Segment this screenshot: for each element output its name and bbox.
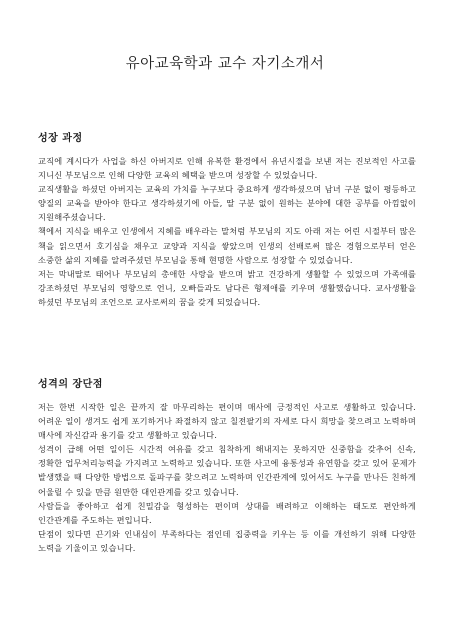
paragraph: 교직에 계시다가 사업을 하신 아버지로 인해 유복한 환경에서 유년시절을 보낸 저는 진보적인 사고를 지니신 부모님으로 인해 다양한 교육의 혜택을 받으며 성장할 수 있었습니다. (38, 156, 416, 181)
paragraph: 저는 막내딸로 태어나 부모님의 총애한 사랑을 받으며 밝고 건강하게 생활할 수 있었으며 가족애를 강조하셨던 부모님의 영향으로 언니, 오빠들과도 남다른 형제애를 키우며 생활했습니다. 교사생활을 하셨던 부모님의 조언으로 교사로써의 꿈을 갖게 되었습니다. (38, 268, 416, 307)
paragraph: 단점이 있다면 끈기와 인내심이 부족하다는 점인데 집중력을 키우는 등 이를 개선하기 위해 다양한 노력을 기울이고 있습니다. (38, 528, 416, 553)
paragraph: 교직생활을 하셨던 아버지는 교육의 가치를 누구보다 중요하게 생각하셨으며 남녀 구분 없이 평등하고 양질의 교육을 받아야 한다고 생각하셨기에 아들, 딸 구분 없이 원하는 분야에 대한 공부를 아낌없이 지원해주셨습니다. (38, 184, 416, 223)
paragraph: 성격이 급해 어떤 일이든 시간적 여유를 갖고 침착하게 해내지는 못하지만 신중함을 갖추어 신속, 정확한 업무처리능력을 가지려고 노력하고 있습니다. 또한 사고에 융통성과 유연함을 갖고 있어 문제가 발생했을 때 다양한 방법으로 돌파구를 찾으려고 노력하며 인간관계에 있어서도 누구를 만나든 친하게 어울릴 수 있을 만큼 원만한 대인관계를 갖고 있습니다. (38, 444, 416, 497)
paragraph: 사람들을 좋아하고 쉽게 친밀감을 형성하는 편이며 상대를 배려하고 이해하는 태도로 편안하게 인간관계를 주도하는 편입니다. (38, 500, 416, 525)
section-heading-growth: 성장 과정 (38, 133, 83, 144)
paragraph: 책에서 지식을 배우고 인생에서 지혜를 배우라는 말처럼 부모님의 지도 아래 저는 어린 시절부터 많은 책을 읽으면서 호기심을 채우고 교양과 지식을 쌓았으며 인생의 선배로써 많은 경험으로부터 얻은 소중한 삶의 지혜를 알려주셨던 부모님을 통해 현명한 사람으로 성장할 수 있었습니다. (38, 226, 416, 265)
section-heading-personality: 성격의 장단점 (38, 379, 103, 390)
paragraph: 저는 한번 시작한 일은 끝까지 잘 마무리하는 편이며 매사에 긍정적인 사고로 생활하고 있습니다. 어려운 일이 생겨도 쉽게 포기하거나 좌절하지 않고 칠전팔기의 자세로 다시 희망을 찾으려고 노력하며 매사에 자신감과 용기를 갖고 생활하고 있습니다. (38, 402, 416, 441)
document-title: 유아교육학과 교수 자기소개서 (125, 56, 325, 72)
section-body-personality (38, 400, 416, 555)
section-body-growth (38, 154, 416, 309)
